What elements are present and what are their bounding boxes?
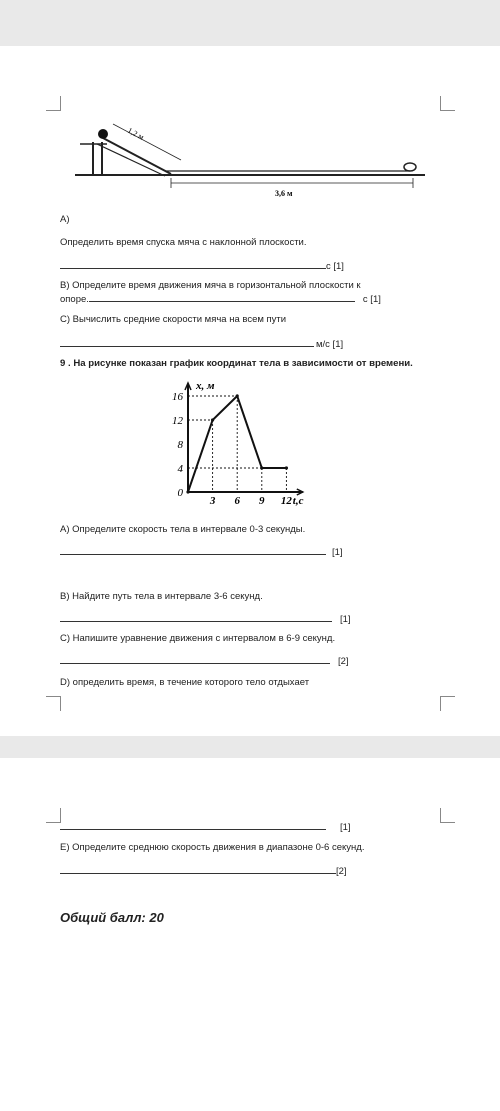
part-a-title: А): [60, 214, 70, 225]
mark: [1]: [332, 547, 343, 558]
page-1: [0, 46, 500, 736]
y-tick-label: 4: [177, 463, 183, 475]
corner-mark: [46, 808, 61, 823]
data-point: [186, 490, 189, 493]
answer-line-q9a[interactable]: [60, 545, 343, 559]
q9-e-text: Е) Определите среднюю скорость движения в диапазоне 0-6 секунд.: [60, 842, 365, 853]
slope-label: 1,2 м: [126, 125, 146, 142]
x-tick-label: 9: [259, 495, 265, 507]
data-point: [285, 466, 288, 469]
answer-suffix: м/с [1]: [316, 339, 344, 350]
q9-title: 9 . На рисунке показан график координат тела в зависимости от времени.: [60, 358, 413, 369]
answer-suffix: с [1]: [362, 294, 381, 305]
corner-mark: [440, 808, 455, 823]
y-tick-label: 8: [177, 439, 183, 451]
data-point: [211, 418, 214, 421]
y-tick-label: 16: [172, 391, 183, 403]
corner-mark: [46, 96, 61, 111]
corner-mark: [46, 696, 61, 711]
part-a-text: Определить время спуска мяча с наклонной плоскости.: [60, 237, 307, 248]
part-b-text-cont: опоре.: [60, 294, 89, 305]
part-c-text: С) Вычислить средние скорости мяча на всем пути: [60, 314, 287, 325]
y-axis-label: x, м: [196, 380, 215, 392]
distance-label: 3,6 м: [275, 189, 293, 198]
y-tick-label: 12: [172, 415, 183, 427]
total-score: Общий балл: 20: [60, 910, 164, 925]
mark: [2]: [336, 866, 347, 877]
q9-b-text: В) Найдите путь тела в интервале 3-6 секунд.: [60, 591, 263, 602]
corner-mark: [440, 96, 455, 111]
ball-icon: [98, 129, 108, 139]
corner-mark: [440, 696, 455, 711]
x-tick-label: 3: [209, 495, 216, 507]
mark: [1]: [340, 614, 351, 625]
x-tick-label: 12: [280, 495, 292, 507]
y-tick-label: 0: [177, 487, 183, 499]
q9-c-text: С) Напишите уравнение движения с интервалом в 6-9 секунд.: [60, 633, 336, 644]
q9-d-text: D) определить время, в течение которого тело отдыхает: [60, 677, 310, 688]
ramp-figure: [75, 122, 435, 232]
answer-line-q9e[interactable]: [60, 864, 347, 878]
answer-line-q9d[interactable]: [60, 820, 351, 834]
data-point: [236, 394, 239, 397]
x-axis-label: t,c: [292, 495, 304, 507]
answer-line-q9b[interactable]: [60, 612, 351, 626]
x-tick-label: 6: [234, 495, 240, 507]
mark: [1]: [340, 822, 351, 833]
mark: [2]: [338, 656, 349, 667]
data-point: [260, 466, 263, 469]
answer-line-q9c[interactable]: [60, 654, 349, 668]
part-b-text: В) Определите время движения мяча в горизонтальной плоскости к: [60, 280, 361, 291]
page-2: [0, 758, 500, 1111]
q9-a-text: А) Определите скорость тела в интервале 0-3 секунды.: [60, 524, 306, 535]
answer-line-b[interactable]: [60, 292, 381, 306]
coordinate-time-chart: [160, 379, 350, 509]
answer-suffix: с [1]: [326, 261, 344, 272]
answer-line-a[interactable]: [60, 259, 344, 273]
answer-line-c[interactable]: [60, 337, 343, 351]
